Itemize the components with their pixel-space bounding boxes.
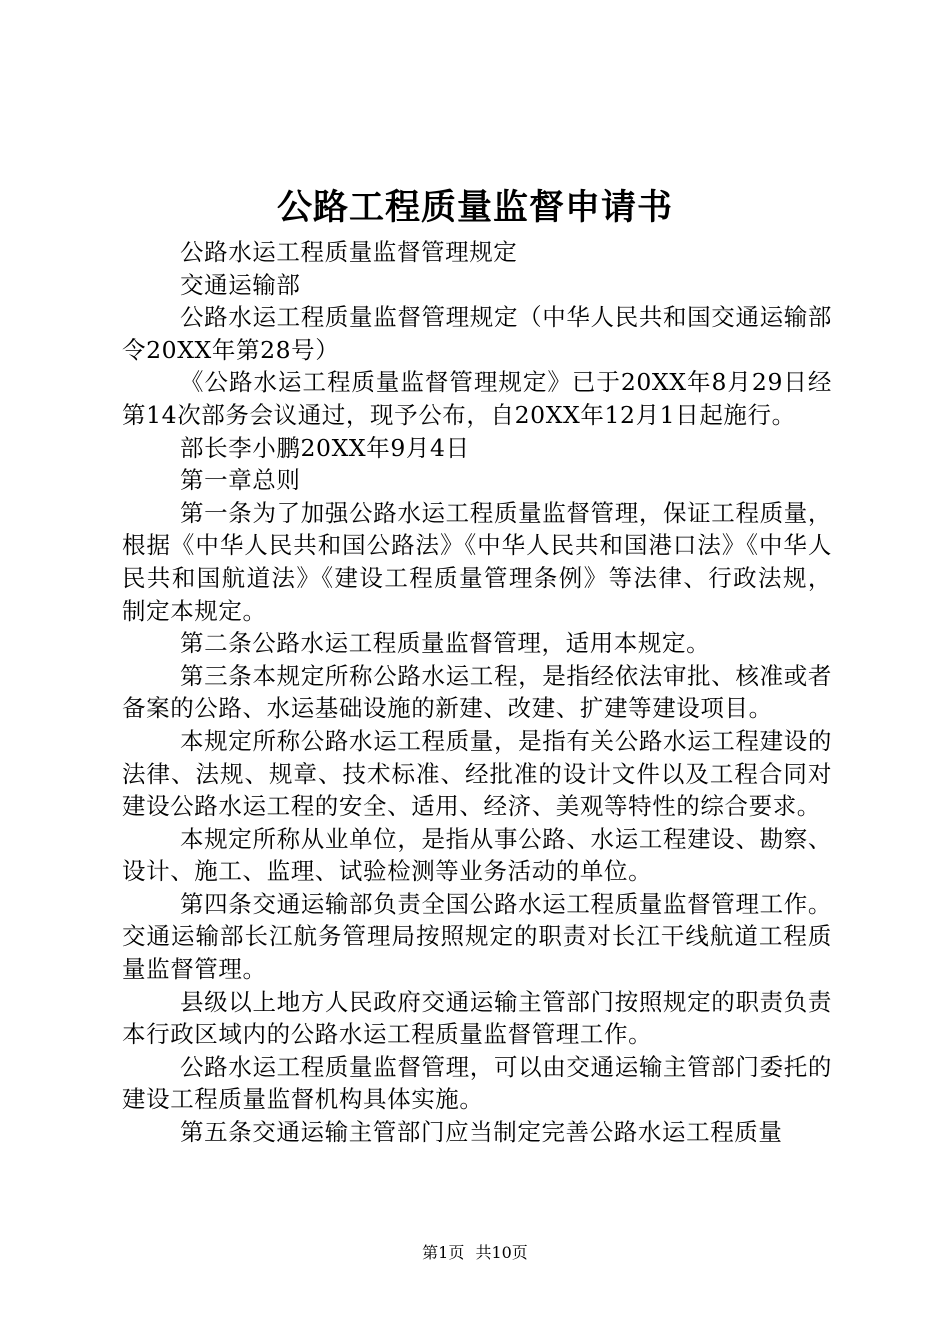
paragraph: 本规定所称公路水运工程质量，是指有关公路水运工程建设的法律、法规、规章、技术标准、经批准的设计文件以及工程合同对建设公路水运工程的安全、适用、经济、美观等特性的综合要求。 [122, 726, 832, 821]
document-title: 公路工程质量监督申请书 [276, 187, 673, 228]
paragraph: 第四条交通运输部负责全国公路水运工程质量监督管理工作。交通运输部长江航务管理局按照规定的职责对长江干线航道工程质量监督管理。 [122, 889, 832, 984]
paragraph: 第一条为了加强公路水运工程质量监督管理，保证工程质量，根据《中华人民共和国公路法》《中华人民共和国港口法》《中华人民共和国航道法》《建设工程质量管理条例》等法律、行政法规，制定本规定。 [122, 498, 832, 625]
paragraph: 第五条交通运输主管部门应当制定完善公路水运工程质量 [180, 1118, 783, 1147]
paragraph: 本规定所称从业单位，是指从事公路、水运工程建设、勘察、设计、施工、监理、试验检测等业务活动的单位。 [122, 824, 832, 886]
paragraph: 公路水运工程质量监督管理规定 [180, 238, 518, 266]
paragraph: 交通运输部 [180, 270, 301, 299]
paragraph: 县级以上地方人民政府交通运输主管部门按照规定的职责负责本行政区域内的公路水运工程质量监督管理工作。 [122, 987, 832, 1049]
paragraph: 部长李小鹏20XX年9月4日 [180, 433, 470, 462]
paragraph: 公路水运工程质量监督管理，可以由交通运输主管部门委托的建设工程质量监督机构具体实施。 [122, 1052, 832, 1114]
paragraph: 第三条本规定所称公路水运工程，是指经依法审批、核准或者备案的公路、水运基础设施的新建、改建、扩建等建设项目。 [122, 661, 832, 723]
paragraph: 《公路水运工程质量监督管理规定》已于20XX年8月29日经第14次部务会议通过，现予公布，自20XX年12月1日起施行。 [122, 368, 832, 429]
paragraph: 公路水运工程质量监督管理规定（中华人民共和国交通运输部令20XX年第28号） [122, 303, 832, 364]
document-body [122, 236, 832, 1149]
paragraph: 第一章总则 [180, 466, 301, 495]
page-footer: 第1页 共10页 [422, 1243, 528, 1262]
paragraph: 第二条公路水运工程质量监督管理，适用本规定。 [180, 629, 711, 658]
